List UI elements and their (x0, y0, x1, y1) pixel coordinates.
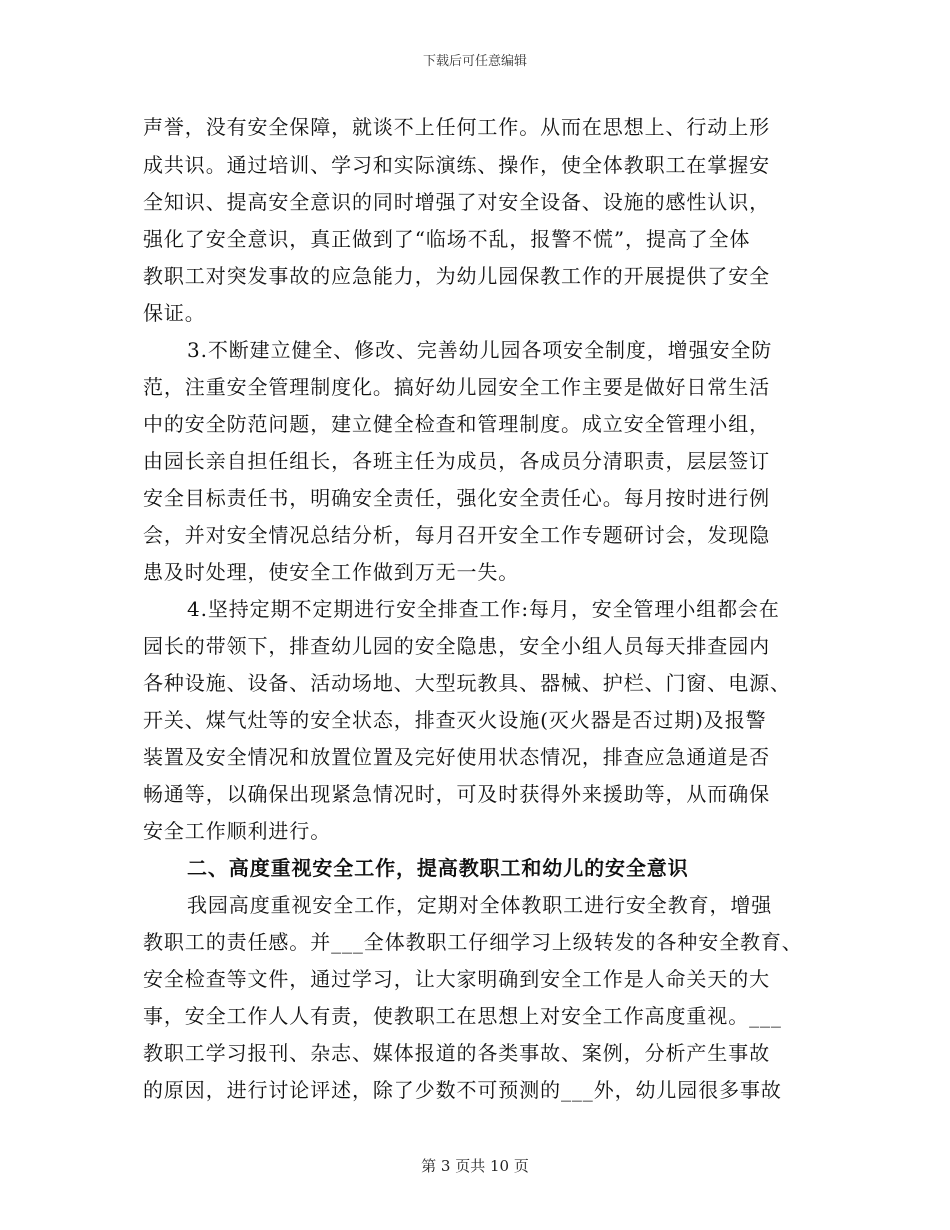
body-line: 开关、煤气灶等的安全状态，排查灭火设施(灭火器是否过期)及报警 (143, 708, 767, 732)
body-line: 教职工的责任感。并___全体教职工仔细学习上级转发的各种安全教育、 (143, 930, 803, 954)
body-line: 教职工学习报刊、杂志、媒体报道的各类事故、案例，分析产生事故 (143, 1041, 770, 1065)
body-line: 装置及安全情况和放置位置及完好使用状态情况，排查应急通道是否 (143, 745, 770, 769)
body-line: 由园长亲自担任组长，各班主任为成员，各成员分清职责，层层签订 (143, 449, 770, 473)
body-line: 会，并对安全情况总结分析，每月召开安全工作专题研讨会，发现隐 (143, 523, 770, 547)
body-line: 全知识、提高安全意识的同时增强了对安全设备、设施的感性认识， (143, 190, 770, 214)
page-footer: 第 3 页共 10 页 (421, 1157, 529, 1175)
body-line: 园长的带领下，排查幼儿园的安全隐患，安全小组人员每天排查园内 (143, 634, 770, 658)
paragraph-start-line: 我园高度重视安全工作，定期对全体教职工进行安全教育，增强 (187, 893, 773, 917)
body-line: 患及时处理，使安全工作做到万无一失。 (143, 560, 520, 584)
section-heading: 二、高度重视安全工作，提高教职工和幼儿的安全意识 (187, 856, 689, 880)
paragraph-start-line: 3.不断建立健全、修改、完善幼儿园各项安全制度，增强安全防 (187, 338, 773, 362)
body-line: 成共识。通过培训、学习和实际演练、操作，使全体教职工在掌握安 (143, 153, 770, 177)
body-line: 保证。 (143, 301, 206, 325)
body-line: 声誉，没有安全保障，就谈不上任何工作。从而在思想上、行动上形 (143, 115, 770, 139)
body-line: 安全检查等文件，通过学习，让大家明确到安全工作是人命关天的大 (143, 967, 770, 991)
body-line: 范，注重安全管理制度化。搞好幼儿园安全工作主要是做好日常生活 (143, 375, 770, 399)
body-line: 事，安全工作人人有责，使教职工在思想上对安全工作高度重视。___ (143, 1004, 782, 1028)
body-line: 安全目标责任书，明确安全责任，强化安全责任心。每月按时进行例 (143, 486, 770, 510)
body-line: 中的安全防范问题，建立健全检查和管理制度。成立安全管理小组， (143, 412, 770, 436)
body-line: 畅通等，以确保出现紧急情况时，可及时获得外来援助等，从而确保 (143, 782, 770, 806)
body-line: 安全工作顺利进行。 (143, 819, 332, 843)
body-line: 教职工对突发事故的应急能力，为幼儿园保教工作的开展提供了安全 (143, 264, 770, 288)
body-line: 的原因，进行讨论评述，除了少数不可预测的___外，幼儿园很多事故 (143, 1078, 782, 1102)
body-line: 强化了安全意识，真正做到了“临场不乱，报警不慌”，提高了全体 (143, 227, 751, 251)
body-line: 各种设施、设备、活动场地、大型玩教具、器械、护栏、门窗、电源、 (143, 671, 791, 695)
paragraph-start-line: 4.坚持定期不定期进行安全排查工作:每月，安全管理小组都会在 (187, 597, 780, 621)
page-header: 下载后可任意编辑 (422, 54, 527, 69)
